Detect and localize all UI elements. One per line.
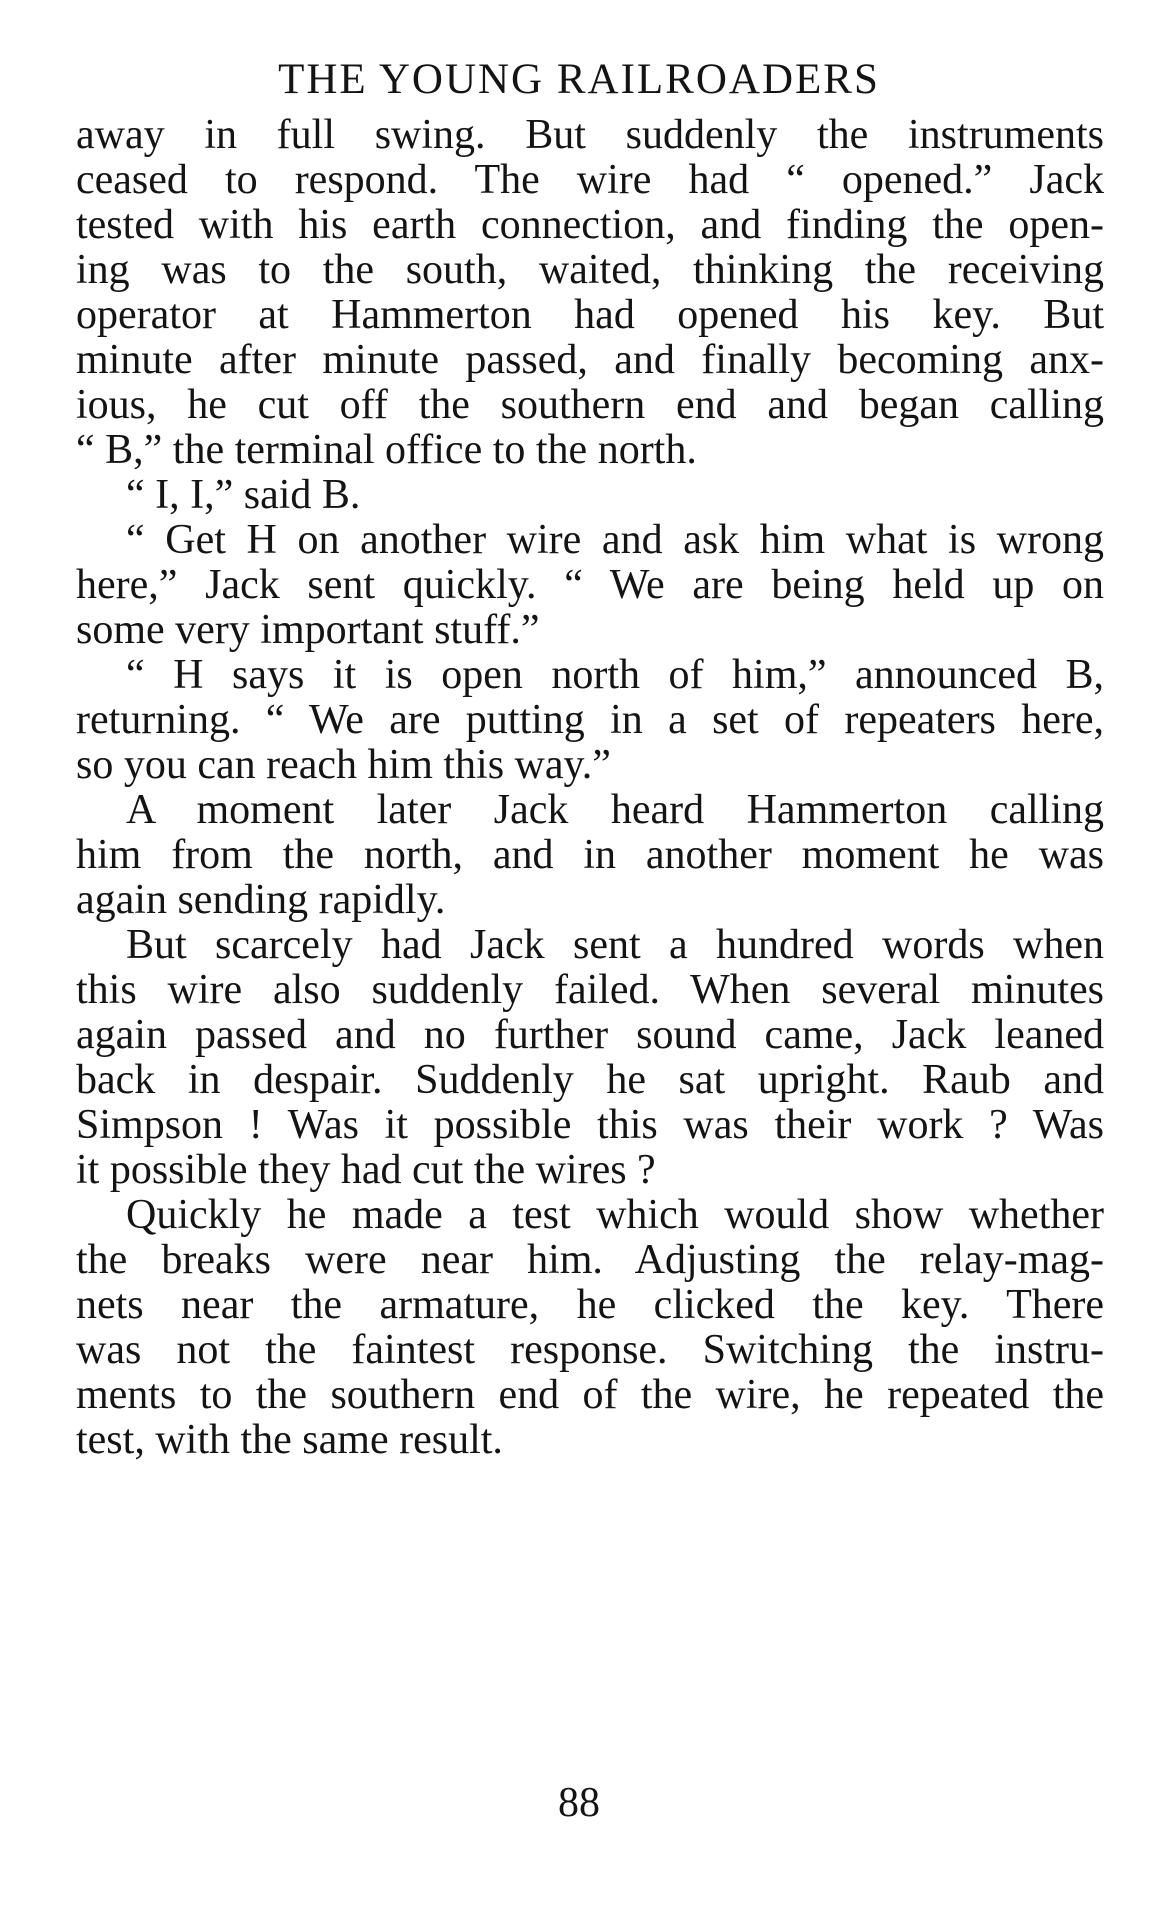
text-line: “ I, I,” said B.: [126, 472, 361, 518]
text-line: A moment later Jack heard Hammerton calling: [126, 787, 1104, 833]
text-line: Simpson ! Was it possible this was their work ? Was: [76, 1102, 1104, 1148]
text-line: “ Get H on another wire and ask him what is wrong: [126, 517, 1104, 563]
text-line: here,” Jack sent quickly. “ We are being held up on: [76, 562, 1104, 608]
text-line: was not the faintest response. Switching the instru-: [76, 1327, 1104, 1373]
text-line: the breaks were near him. Adjusting the relay-mag-: [76, 1237, 1104, 1283]
text-line: But scarcely had Jack sent a hundred words when: [126, 922, 1104, 968]
text-line: back in despair. Suddenly he sat upright. Raub and: [76, 1057, 1104, 1103]
text-line: ments to the southern end of the wire, he repeated the: [76, 1372, 1104, 1418]
text-line: again sending rapidly.: [76, 877, 446, 923]
text-line: Quickly he made a test which would show whether: [126, 1192, 1104, 1238]
text-line: again passed and no further sound came, Jack leaned: [76, 1012, 1104, 1058]
text-line: “ B,” the terminal office to the north.: [76, 427, 697, 473]
text-line: “ H says it is open north of him,” announced B,: [126, 652, 1104, 698]
text-line: test, with the same result.: [76, 1417, 503, 1463]
text-line: ing was to the south, waited, thinking the receiving: [76, 247, 1104, 293]
text-line: this wire also suddenly failed. When several minutes: [76, 967, 1104, 1013]
text-line: ious, he cut off the southern end and began calling: [76, 382, 1104, 428]
text-line: minute after minute passed, and finally becoming anx-: [76, 337, 1104, 383]
text-line: it possible they had cut the wires ?: [76, 1147, 656, 1193]
text-line: returning. “ We are putting in a set of repeaters here,: [76, 697, 1104, 743]
text-line: operator at Hammerton had opened his key. But: [76, 292, 1104, 338]
text-line: so you can reach him this way.”: [76, 742, 611, 788]
text-line: nets near the armature, he clicked the key. There: [76, 1282, 1104, 1328]
text-line: ceased to respond. The wire had “ opened.” Jack: [76, 157, 1104, 203]
text-line: some very important stuff.”: [76, 607, 540, 653]
text-line: away in full swing. But suddenly the instruments: [76, 112, 1104, 158]
text-line: him from the north, and in another moment he was: [76, 832, 1104, 878]
text-line: tested with his earth connection, and finding the open-: [76, 202, 1104, 248]
running-head: THE YOUNG RAILROADERS: [278, 56, 880, 103]
page-number: 88: [558, 1780, 600, 1826]
